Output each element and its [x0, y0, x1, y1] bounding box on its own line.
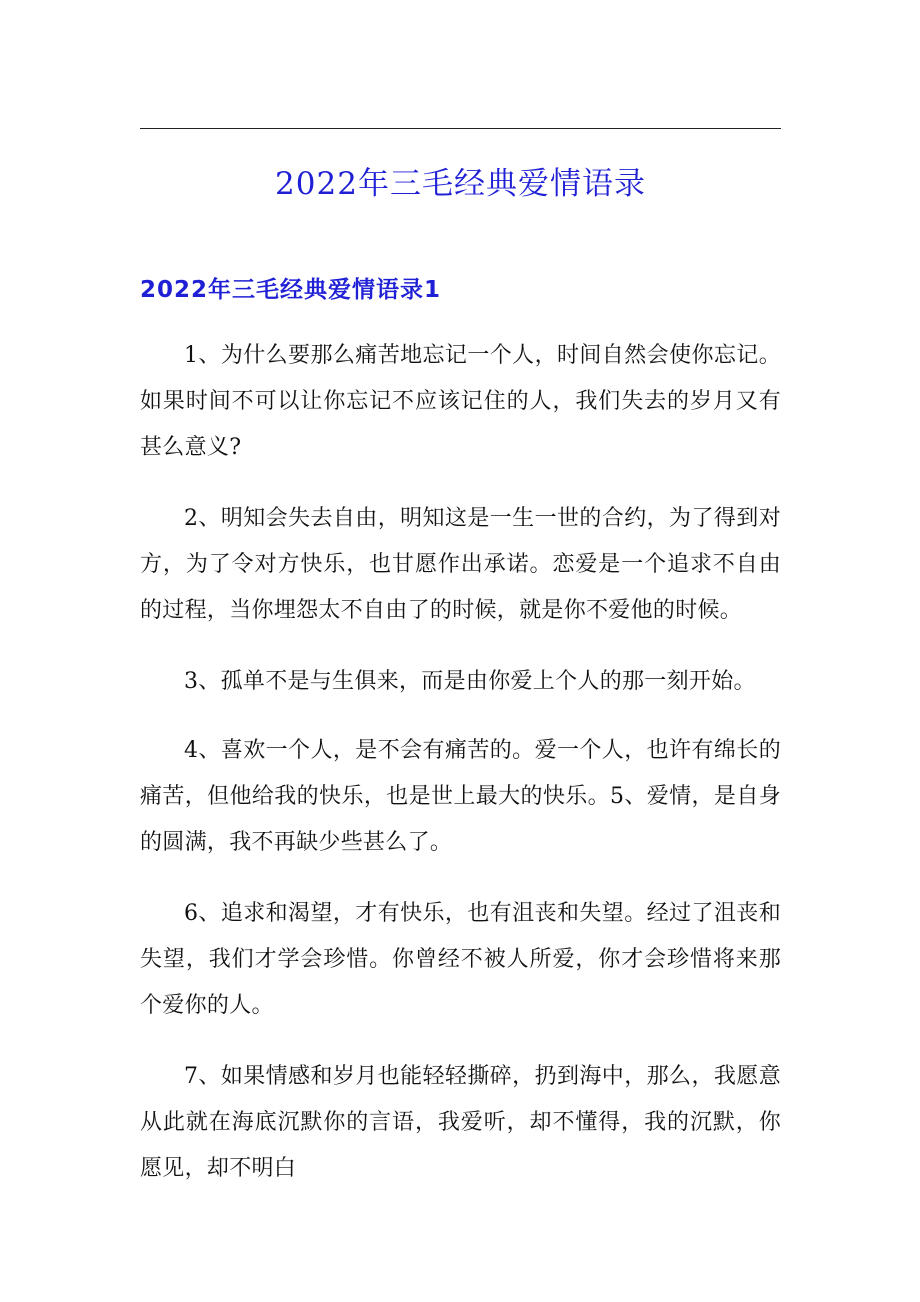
quote-paragraph-6: 7、如果情感和岁月也能轻轻撕碎，扔到海中，那么，我愿意从此就在海底沉默你的言语，我爱听，却不懂得，我的沉默，你愿见，却不明白 — [140, 1064, 781, 1181]
section-heading: 2022年三毛经典爱情语录1 — [140, 277, 442, 303]
header-rule — [140, 128, 781, 129]
quote-paragraph-1: 1、为什么要那么痛苦地忘记一个人，时间自然会使你忘记。如果时间不可以让你忘记不应该记住的人，我们失去的岁月又有甚么意义? — [140, 343, 781, 460]
quote-paragraph-5: 6、追求和渴望，才有快乐，也有沮丧和失望。经过了沮丧和失望，我们才学会珍惜。你曾经不被人所爱，你才会珍惜将来那个爱你的人。 — [140, 901, 781, 1018]
quote-paragraph-4: 4、喜欢一个人，是不会有痛苦的。爱一个人，也许有绵长的痛苦，但他给我的快乐，也是世上最大的快乐。5、爱情，是自身的圆满，我不再缺少些甚么了。 — [140, 738, 781, 855]
quote-paragraph-3: 3、孤单不是与生俱来，而是由你爱上个人的那一刻开始。 — [184, 669, 756, 694]
document-title: 2022年三毛经典爱情语录 — [275, 166, 646, 202]
quote-paragraph-2: 2、明知会失去自由，明知这是一生一世的合约，为了得到对方，为了令对方快乐，也甘愿作出承诺。恋爱是一个追求不自由的过程，当你埋怨太不自由了的时候，就是你不爱他的时候。 — [140, 506, 781, 623]
